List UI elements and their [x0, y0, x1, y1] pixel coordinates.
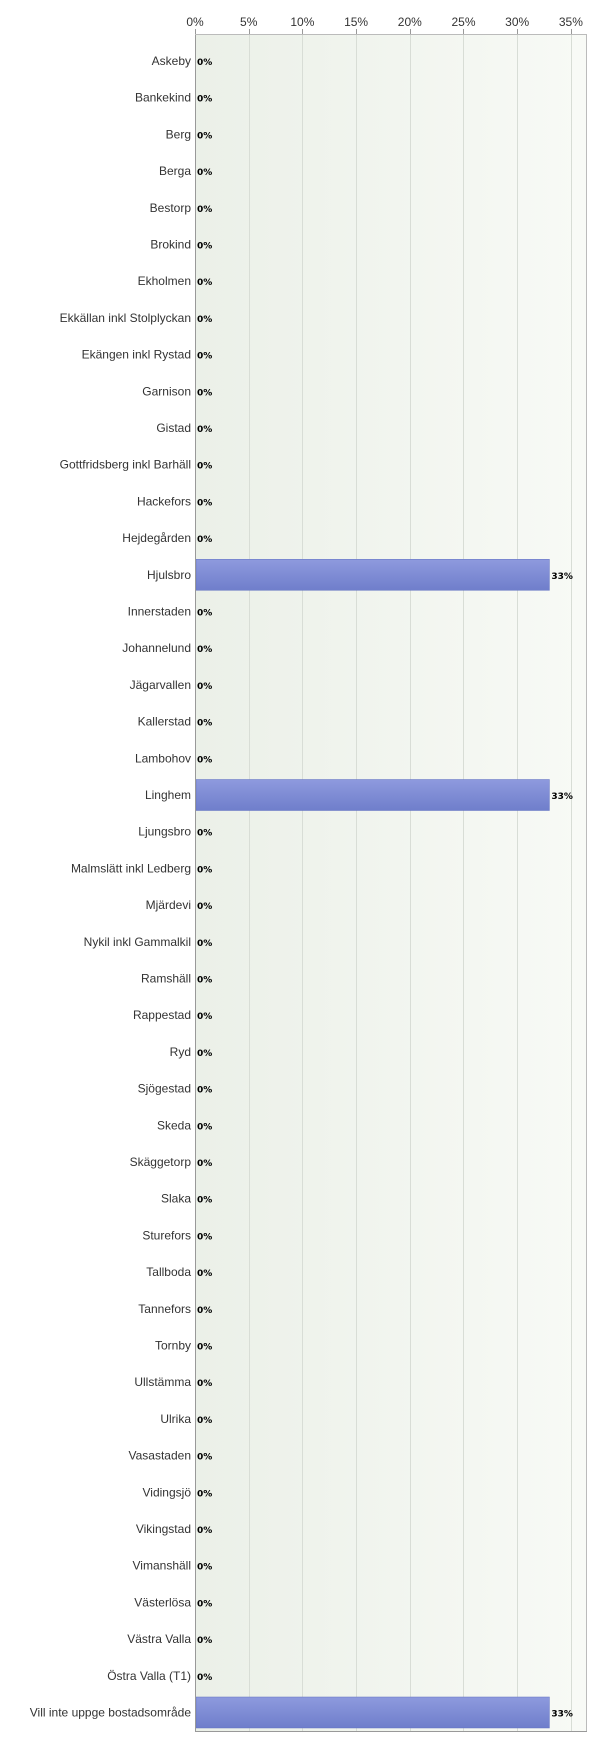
category-label: Ekkällan inkl Stolplyckan: [59, 310, 191, 325]
value-label: 0%: [197, 1195, 213, 1206]
value-label: 0%: [197, 1452, 213, 1463]
value-label: 0%: [197, 204, 213, 215]
category-label: Sturefors: [142, 1228, 191, 1243]
value-label: 0%: [197, 535, 213, 546]
category-label: Johannelund: [122, 641, 191, 656]
value-label: 0%: [197, 168, 213, 179]
value-label: 0%: [197, 1415, 213, 1426]
category-label: Askeby: [151, 54, 191, 68]
category-label: Bestorp: [149, 200, 191, 215]
value-label: 0%: [197, 1379, 213, 1390]
category-label: Skeda: [156, 1118, 191, 1133]
value-label: 0%: [197, 461, 213, 472]
category-label: Berga: [158, 164, 191, 179]
category-label: Berg: [165, 127, 191, 142]
value-label: 0%: [197, 1122, 213, 1133]
value-label: 0%: [197, 755, 213, 766]
plot-area: [195, 34, 587, 1732]
category-label: Ryd: [169, 1044, 191, 1059]
value-label: 0%: [197, 828, 213, 839]
category-label: Tallboda: [146, 1265, 191, 1280]
x-tick-label: 10%: [290, 15, 315, 29]
category-label: Jägarvallen: [129, 677, 191, 692]
category-label: Ekholmen: [137, 274, 191, 289]
value-label: 0%: [197, 1269, 213, 1280]
x-tick-label: 15%: [344, 15, 369, 29]
value-label: 0%: [197, 645, 213, 656]
category-label: Kallerstad: [137, 714, 191, 729]
category-label: Skäggetorp: [129, 1155, 191, 1169]
value-label: 0%: [197, 1526, 213, 1536]
category-label: Linghem: [144, 788, 191, 802]
category-label: Malmslätt inkl Ledberg: [70, 861, 191, 876]
category-label: Vimanshäll: [132, 1558, 191, 1573]
x-tick-label: 25%: [451, 15, 476, 29]
x-tick-label: 0%: [186, 15, 204, 29]
value-label: 0%: [197, 1085, 213, 1096]
value-label: 0%: [197, 1159, 213, 1169]
bar: [196, 780, 549, 811]
category-label: Innerstaden: [127, 604, 191, 619]
value-label: 0%: [197, 1489, 213, 1500]
value-label: 0%: [197, 278, 213, 289]
value-label: 0%: [197, 241, 213, 252]
category-label: Slaka: [160, 1191, 191, 1206]
value-label: 33%: [551, 792, 573, 802]
x-tick-label: 20%: [397, 15, 422, 29]
value-label: 0%: [197, 1562, 213, 1573]
x-tick-label: 30%: [505, 15, 530, 29]
value-label: 0%: [197, 314, 213, 325]
category-label: Lambohov: [134, 751, 191, 766]
category-label: Gottfridsberg inkl Barhäll: [59, 457, 191, 472]
bar: [196, 1697, 549, 1728]
value-label: 0%: [197, 58, 213, 68]
category-label: Brokind: [150, 237, 191, 252]
value-label: 0%: [197, 1012, 213, 1023]
value-label: 0%: [197, 681, 213, 692]
category-label: Ekängen inkl Rystad: [81, 347, 191, 362]
value-label: 0%: [197, 1048, 213, 1059]
category-label: Västerlösa: [134, 1595, 191, 1610]
category-label: Sjögestad: [137, 1081, 191, 1096]
category-label: Vill inte uppge bostadsområde: [29, 1705, 191, 1720]
value-label: 0%: [197, 131, 213, 142]
category-label: Ljungsbro: [138, 824, 191, 839]
category-label: Ullstämma: [134, 1375, 191, 1390]
x-axis-ticks: [186, 15, 583, 34]
category-label: Nykil inkl Gammalkil: [83, 934, 191, 949]
value-label: 0%: [197, 1305, 213, 1316]
value-label: 0%: [197, 718, 213, 729]
value-label: 33%: [551, 1709, 573, 1720]
category-label: Vasastaden: [128, 1448, 191, 1463]
value-label: 0%: [197, 498, 213, 509]
category-label: Bankekind: [134, 90, 191, 105]
category-label: Vidingsjö: [142, 1485, 191, 1500]
value-label: 0%: [197, 94, 213, 105]
category-label: Västra Valla: [127, 1632, 191, 1647]
category-label: Ramshäll: [140, 971, 191, 986]
value-label: 0%: [197, 902, 213, 913]
category-label: Gistad: [156, 421, 191, 435]
category-label: Rappestad: [132, 1008, 191, 1023]
value-label: 0%: [197, 1672, 213, 1683]
category-label: Östra Valla (T1): [107, 1668, 191, 1683]
value-label: 0%: [197, 608, 213, 619]
value-label: 0%: [197, 938, 213, 949]
category-labels: [30, 54, 192, 1720]
x-tick-label: 5%: [240, 15, 258, 29]
category-label: Vikingstad: [135, 1522, 191, 1536]
value-label: 0%: [197, 865, 213, 876]
bar: [196, 559, 549, 590]
value-label: 0%: [197, 425, 213, 435]
value-label: 0%: [197, 388, 213, 399]
value-label: 33%: [551, 571, 573, 582]
category-label: Ulrika: [160, 1411, 191, 1426]
category-label: Hejdegården: [122, 531, 191, 546]
category-label: Hjulsbro: [146, 567, 191, 582]
value-label: 0%: [197, 1636, 213, 1647]
value-label: 0%: [197, 1599, 213, 1610]
value-label: 0%: [197, 1232, 213, 1243]
value-label: 0%: [197, 975, 213, 986]
value-label: 0%: [197, 1342, 213, 1353]
category-label: Tannefors: [138, 1301, 191, 1316]
value-label: 0%: [197, 351, 213, 362]
x-tick-label: 35%: [558, 15, 583, 29]
category-label: Mjärdevi: [145, 898, 191, 913]
category-label: Tornby: [154, 1338, 191, 1353]
category-label: Garnison: [142, 384, 191, 399]
category-label: Hackefors: [136, 494, 191, 509]
